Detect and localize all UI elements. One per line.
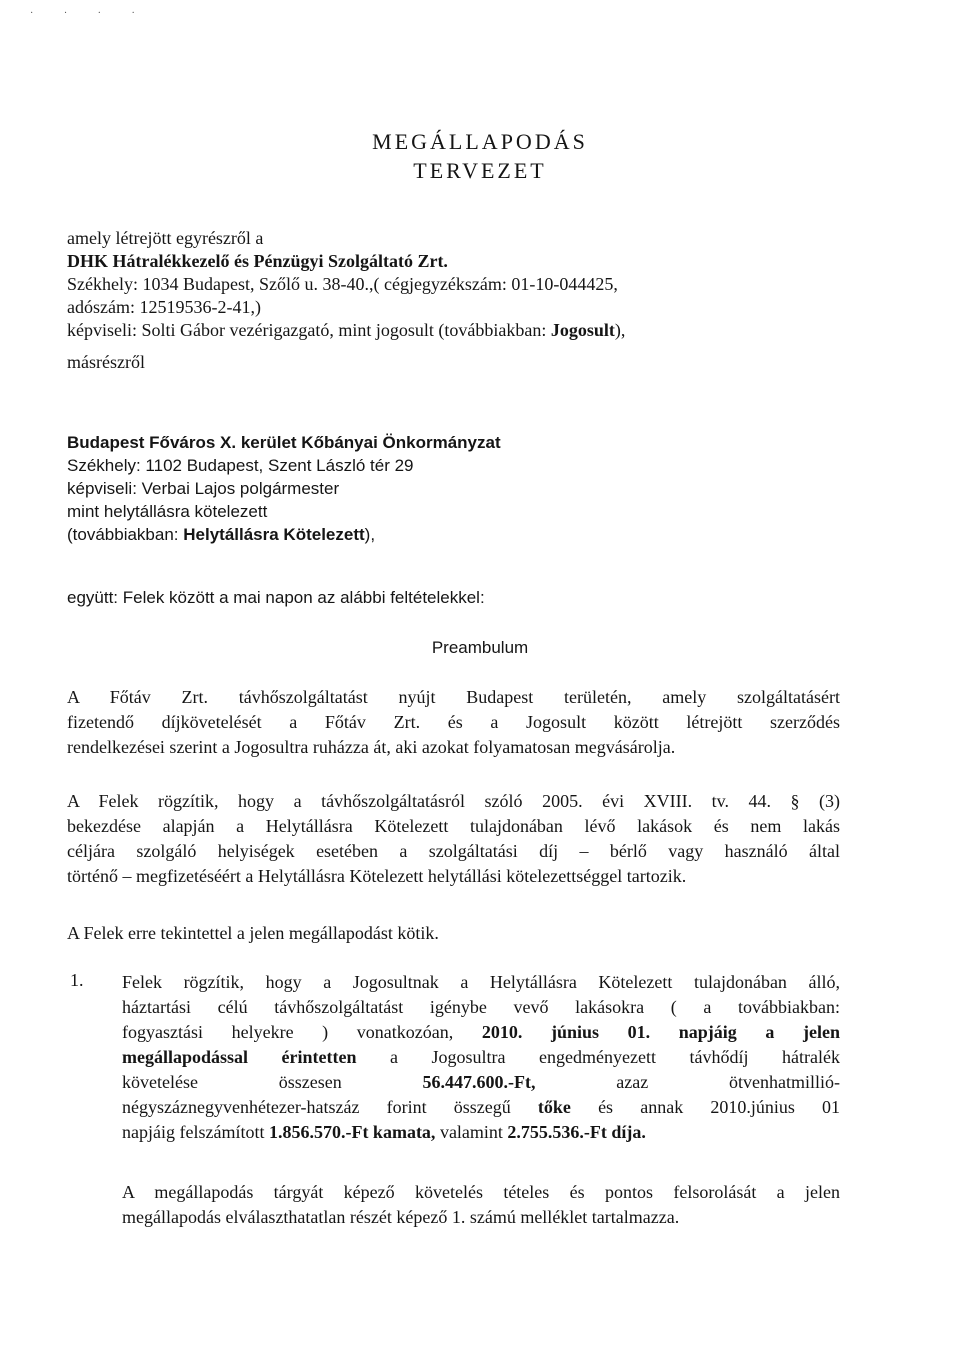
section-1-paragraph-2 [122,1180,840,1230]
section-1-text: négyszáznegyvenhétezer-hatszáz forint összegű [122,1097,538,1117]
document-title: MEGÁLLAPODÁS [372,129,588,154]
section-1-paragraph [122,970,840,1145]
party-one-name: DHK Hátralékkezelő és Pénzügyi Szolgáltató Zrt. [67,251,448,271]
party-two-address: Székhely: 1102 Budapest, Szent László tér 29 [67,456,414,475]
section-number: 1. [70,970,84,990]
document-header [0,127,960,185]
preamble-p1-line: fizetendő díjkövetelését a Főtáv Zrt. és a Jogosult között létrejött szerződés [67,712,840,732]
section-1-line [122,1045,840,1070]
section-1-p2-line: megállapodás elválaszthatatlan részét képező 1. számú melléklet tartalmazza. [122,1207,680,1227]
section-1-line [122,1070,840,1095]
party-one-block [67,227,625,342]
preamble-p2-line: A Felek rögzítik, hogy a távhőszolgáltatásról szóló 2005. évi XVIII. tv. 44. § (3) [67,791,840,811]
party-one-representative [67,319,625,342]
section-1-text: valamint [435,1122,508,1142]
section-1-date: 2010. június 01. napjáig a jelen [481,1022,840,1042]
section-1-text: a Jogosultra engedményezett távhődíj hátralék [356,1047,840,1067]
party-two-role-suffix: ), [364,525,376,544]
section-1-line: háztartási célú távhőszolgáltatást igénybe vevő lakásokra ( a továbbiakban: [122,997,840,1017]
party-one-rep-text: képviseli: Solti Gábor vezérigazgató, mint jogosult (továbbiakban: [67,320,551,340]
section-1-line [122,1020,840,1045]
section-1-text: napjáig felszámított [122,1122,269,1142]
section-1-text: és annak 2010.június 01 [570,1097,840,1117]
preamble-p1-line: rendelkezései szerint a Jogosultra ruházza át, aki azokat folyamatosan megvásárolja. [67,737,676,757]
party-two-name: Budapest Főváros X. kerület Kőbányai Önkormányzat [67,433,501,452]
section-1-line [122,1095,840,1120]
preamble-paragraph-2 [67,789,840,889]
party-two-capacity: mint helytállásra kötelezett [67,502,268,521]
preamble-paragraph-3: A Felek erre tekintettel a jelen megállapodást kötik. [67,923,439,943]
party-two-representative: képviseli: Verbai Lajos polgármester [67,479,340,498]
section-1-line [122,1120,840,1145]
section-1-p2-line: A megállapodás tárgyát képező követelés tételes és pontos felsorolását a jelen [122,1182,840,1202]
section-1-text: fogyasztási helyekre ) vonatkozóan, [122,1022,482,1042]
preamble-heading: Preambulum [431,638,529,657]
party-two-role: Helytállásra Kötelezett [183,525,365,544]
section-1-amount: 56.447.600.-Ft, [422,1072,536,1092]
section-1-text: követelése összesen [122,1072,423,1092]
party-two-role-line [67,523,501,546]
scan-specks: · · · · [30,8,149,19]
section-1-line: Felek rögzítik, hogy a Jogosultnak a Helytállásra Kötelezett tulajdonában álló, [122,972,840,992]
party-one-intro: amely létrejött egyrészről a [67,228,264,248]
section-1-interest: 1.856.570.-Ft kamata, [268,1122,436,1142]
party-one-address: Székhely: 1034 Budapest, Szőlő u. 38-40.,( cégjegyzékszám: 01-10-044425, [67,274,618,294]
preamble-p2-line: történő – megfizetéséért a Helytállásra Kötelezett helytállási kötelezettséggel tartozik. [67,866,687,886]
party-one-tax-number: adószám: 12519536-2-41,) [67,297,261,317]
party-two-role-prefix: (továbbiakban: [67,525,184,544]
section-1-text: azaz ötvenhatmillió- [535,1072,840,1092]
separator-text: másrészről [67,352,145,372]
party-one-rep-suffix: ), [614,320,626,340]
preamble-p2-line: céljára szolgáló helyiségek esetében a szolgáltatási díj – bérlő vagy használó által [67,841,840,861]
section-1-principal: tőke [537,1097,571,1117]
section-1-emphasis: megállapodással érintetten [122,1047,357,1067]
party-one-role: Jogosult [550,320,615,340]
party-two-block [67,431,501,546]
preamble-p1-line: A Főtáv Zrt. távhőszolgáltatást nyújt Budapest területén, amely szolgáltatásért [67,687,840,707]
section-1-fee: 2.755.536.-Ft díja. [507,1122,646,1142]
together-text: együtt: Felek között a mai napon az alábbi feltételekkel: [67,588,485,607]
preamble-p2-line: bekezdése alapján a Helytállásra Kötelezett tulajdonában lévő lakások és nem lakás [67,816,840,836]
document-subtitle: TERVEZET [413,158,547,183]
preamble-paragraph-1 [67,685,840,760]
